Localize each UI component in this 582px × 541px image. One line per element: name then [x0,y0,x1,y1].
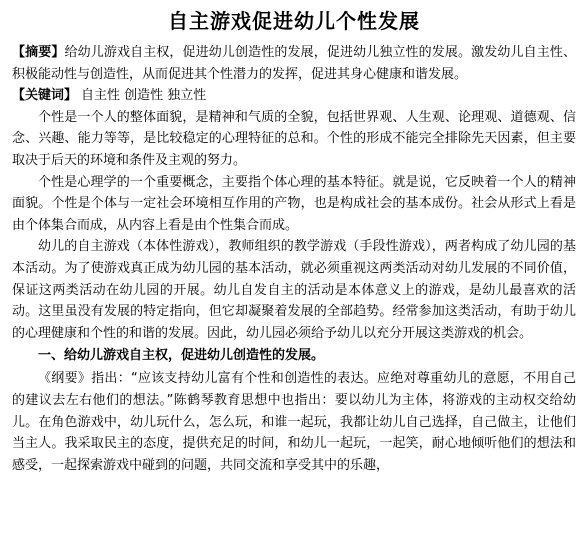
section-1-paragraph: 《纲要》指出：“应该支持幼儿富有个性和创造性的表达。应绝对尊重幼儿的意愿，不用自己的建议去左右他们的想法。”陈鹤琴教育思想中也指出：要以幼儿为主体，将游戏的主动权交给幼儿。在角色游戏中，幼儿玩什么，怎么玩，和谁一起玩，我都让幼儿自己选择，自己做主，让他们当主人。我采取民主的态度，提供充足的时间，和幼儿一起玩，一起笑，耐心地倾听他们的想法和感受，一起探索游戏中碰到的问题，共同交流和享受其中的乐趣， [12,371,576,473]
body-paragraph-2: 个性是心理学的一个重要概念，主要指个体心理的基本特征。就是说，它反映着一个人的精神面貌。个性是个体与一定社会环境相互作用的产物，也是构成社会的基本成份。社会从形式上看是由个体集合而成，从内容上看是由个性集合而成。 [12,174,576,233]
body-paragraph-1: 个性是一个人的整体面貌，是精神和气质的全貌，包括世界观、人生观、论理观、道德观、信念、兴趣、能力等等，是比较稳定的心理特征的总和。个性的形成不能完全排除先天因素，但主要取决于后天的环境和条件及主观的努力。 [12,109,576,168]
abstract-label: 【摘要】 [12,45,65,60]
body-paragraph-3: 幼儿的自主游戏（本体性游戏），教师组织的教学游戏（手段性游戏），两者构成了幼儿园的基本活动。为了使游戏真正成为幼儿园的基本活动，就必须重视这两类活动对幼儿发展的不同价值，保证这两类活动在幼儿园的开展。幼儿自发自主的活动是本体意义上的游戏，是幼儿最喜欢的活动。这里虽没有发展的特定指向，但它却凝聚着发展的全部趋势。经常参加这类活动，有助于幼儿的心理健康和个性的和谐的发展。因此，幼儿园必须给予幼儿以充分开展这类游戏的机会。 [12,239,576,341]
article-title: 自主游戏促进幼儿个性发展 [168,9,420,33]
abstract-paragraph [12,42,576,85]
section-heading-1: 一、给幼儿游戏自主权，促进幼儿创造性的发展。 [38,348,325,364]
keywords-line [12,85,576,107]
abstract-text: 给幼儿游戏自主权，促进幼儿创造性的发展，促进幼儿独立性的发展。激发幼儿自主性、积极能动性与创造性，从而促进其个性潜力的发挥，促进其身心健康和谐发展。 [12,45,576,82]
keywords-label: 【关键词】 [12,88,78,104]
keywords-values: 自主性 创造性 独立性 [81,88,207,104]
